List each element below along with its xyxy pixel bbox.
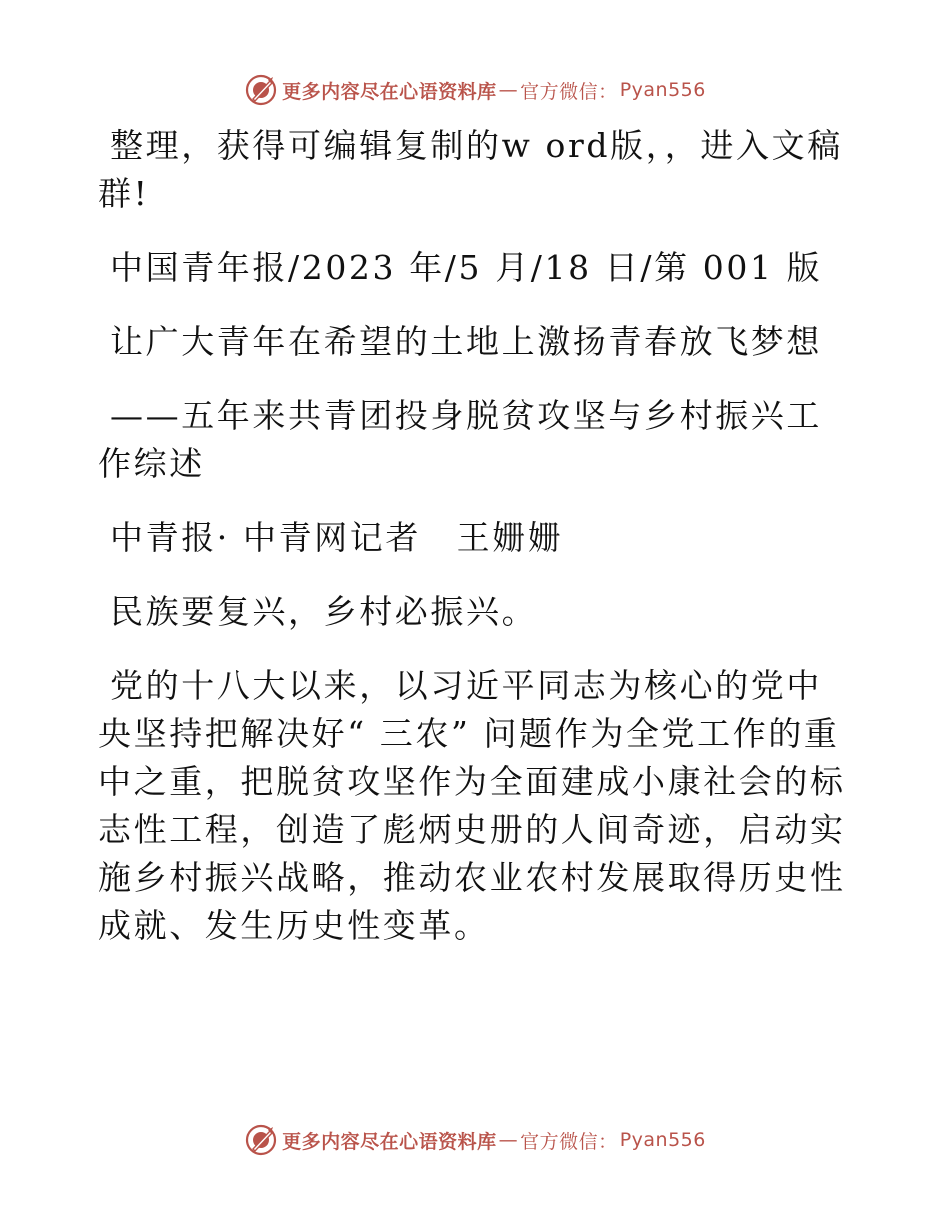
watermark-wechat-id: Pyan556: [619, 79, 706, 101]
watermark-text: 更多内容尽在心语资料库: [282, 80, 497, 103]
source-line: 中国青年报/2023 年/5 月/18 日/第 001 版: [110, 248, 823, 287]
watermark-label: 官方微信：: [520, 1130, 618, 1153]
document-body: [98, 122, 850, 950]
watermark-dash: —: [498, 1129, 519, 1151]
intro-note: 整理，获得可编辑复制的w ord版，，进入文稿群!: [98, 126, 843, 213]
byline: 中青报· 中青网记者 王姗姗: [110, 518, 564, 557]
watermark-label: 官方微信：: [520, 80, 618, 103]
body-paragraph: 党的十八大以来，以习近平同志为核心的党中央坚持把解决好“ 三农” 问题作为全党工作的重中之重，把脱贫攻坚作为全面建成小康社会的标志性工程，创造了彪炳史册的人间奇迹，启动实施乡村振兴战略，推动农业农村发展取得历史性成就、发生历史性变革。: [98, 666, 846, 945]
watermark-text: 更多内容尽在心语资料库: [282, 1130, 497, 1153]
article-title: 让广大青年在希望的土地上激扬青春放飞梦想: [110, 322, 822, 361]
watermark-header: [0, 72, 950, 108]
lead-paragraph: 民族要复兴，乡村必振兴。: [110, 592, 538, 631]
watermark-dash: —: [498, 79, 519, 101]
watermark-wechat-id: Pyan556: [619, 1129, 706, 1151]
article-subtitle: ——五年来共青团投身脱贫攻坚与乡村振兴工作综述: [98, 396, 822, 483]
pen-logo-icon: [244, 1123, 278, 1157]
pen-logo-icon: [244, 73, 278, 107]
watermark-footer: [0, 1122, 950, 1158]
